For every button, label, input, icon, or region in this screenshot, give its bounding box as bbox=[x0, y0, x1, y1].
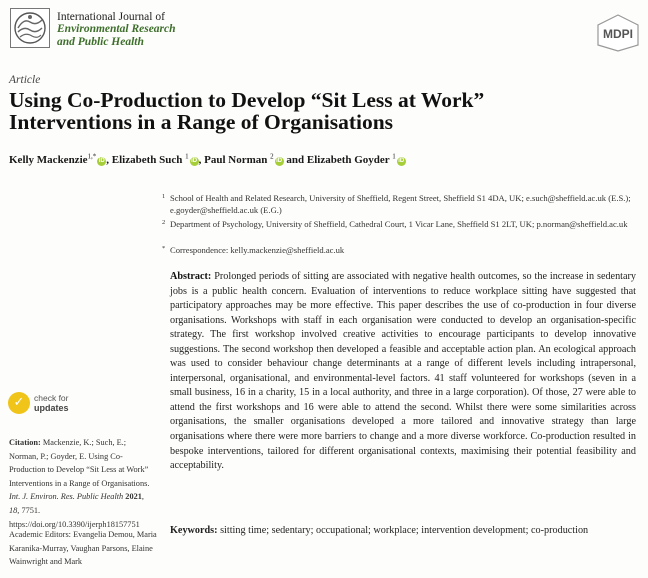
keywords bbox=[170, 524, 636, 538]
orcid-icon[interactable]: iD bbox=[276, 157, 283, 164]
orcid-icon[interactable]: iD bbox=[398, 157, 405, 164]
abstract-label: Abstract: bbox=[170, 271, 212, 282]
article-title: Using Co-Production to Develop “Sit Less at Work” Interventions in a Range of Organisations bbox=[9, 88, 485, 134]
publisher-name: MDPI bbox=[603, 27, 633, 41]
abstract-text: Prolonged periods of sitting are associated with negative health outcomes, so the increase in sedentary jobs is a public health concern. Evaluation of interventions to reduce workplace sitting have suggested that participatory approaches may be more effective. This paper describes the use of co-production in four diverse organisations. Workshops with staff in each organisation were conducted to develop an organisation-specific strategy. The first workshop involved creative activities to encourage participants to develop innovative suggestions. The second workshop then developed a feasible and acceptable action plan. An ecological approach was used to consider behaviour change determinants at a range of different levels including intrapersonal, interpersonal, organisational, and environmental-level factors. 41 staff volunteered for workshops (seven in a small business, 16 in a charity, 15 in a local authority, and three in a large corporation). Of those, 27 were able to attend the first workshops and 16 were able to attend the second. Whilst there were some similarities across organisations, the smaller organisations developed a more tailored and innovative strategy than large organisations where there were more barriers to change and a more diverse workforce. Co-production resulted in bespoke interventions, tailored for different organisational contexts, maximising their potential feasibility and acceptability. bbox=[170, 271, 637, 472]
citation: Citation: Mackenzie, K.; Such, E.; Norman, P.; Goyder, E. Using Co-Production to Develop “Sit Less at Work” Interventions in a Range of Organisations. Int. J. Environ. Res. Public Health 2021, 18, 7751. https://doi.org/10.3390/ijerph18157751 bbox=[9, 438, 150, 529]
orcid-icon[interactable]: iD bbox=[98, 157, 105, 164]
journal-logo-icon bbox=[10, 8, 50, 48]
author[interactable]: Kelly Mackenzie$^{1,*}$iD , bbox=[9, 152, 112, 166]
author[interactable]: Elizabeth Goyder $^1$iD bbox=[306, 152, 405, 166]
abstract bbox=[170, 270, 636, 474]
academic-editors: Academic Editors: Evangelia Demou, Maria Karanika-Murray, Vaughan Parsons, Elaine Wainwright and Mark bbox=[9, 530, 157, 567]
correspondence: * Correspondence: kelly.mackenzie@sheffield.ac.uk bbox=[162, 245, 345, 255]
journal-name-line2: Environmental Research bbox=[57, 23, 176, 35]
keywords-label: Keywords: bbox=[170, 525, 218, 536]
article-type-label: Article bbox=[9, 74, 41, 86]
affiliation: 1 School of Health and Related Research, University of Sheffield, Regent Street, Sheffield S1 4DA, UK; e.such@sheffield.ac.uk (E.S.); e.goyder@sheffield.ac.uk (E.G.) bbox=[162, 193, 631, 215]
author[interactable]: Paul Norman $^2$iD and bbox=[204, 152, 307, 166]
checkmark-icon: ✓ bbox=[8, 392, 30, 414]
author-list bbox=[9, 152, 639, 166]
author[interactable]: Elizabeth Such $^1$iD , bbox=[111, 152, 205, 166]
publisher-logo bbox=[596, 14, 640, 52]
keywords-text: sitting time; sedentary; occupational; workplace; intervention development; co-production bbox=[220, 525, 589, 536]
journal-name-line3: and Public Health bbox=[57, 36, 144, 48]
affiliation: 2 Department of Psychology, University of Sheffield, Cathedral Court, 1 Vicar Lane, Sheffield S1 2LT, UK; p.norman@sheffield.ac.uk bbox=[162, 219, 628, 229]
doi-link[interactable]: https://doi.org/10.3390/ijerph18157751 bbox=[9, 519, 140, 529]
journal-name-line1: International Journal of bbox=[57, 11, 165, 23]
check-for-updates-button[interactable]: ✓ check for updates bbox=[8, 392, 88, 416]
orcid-icon[interactable]: iD bbox=[191, 157, 198, 164]
